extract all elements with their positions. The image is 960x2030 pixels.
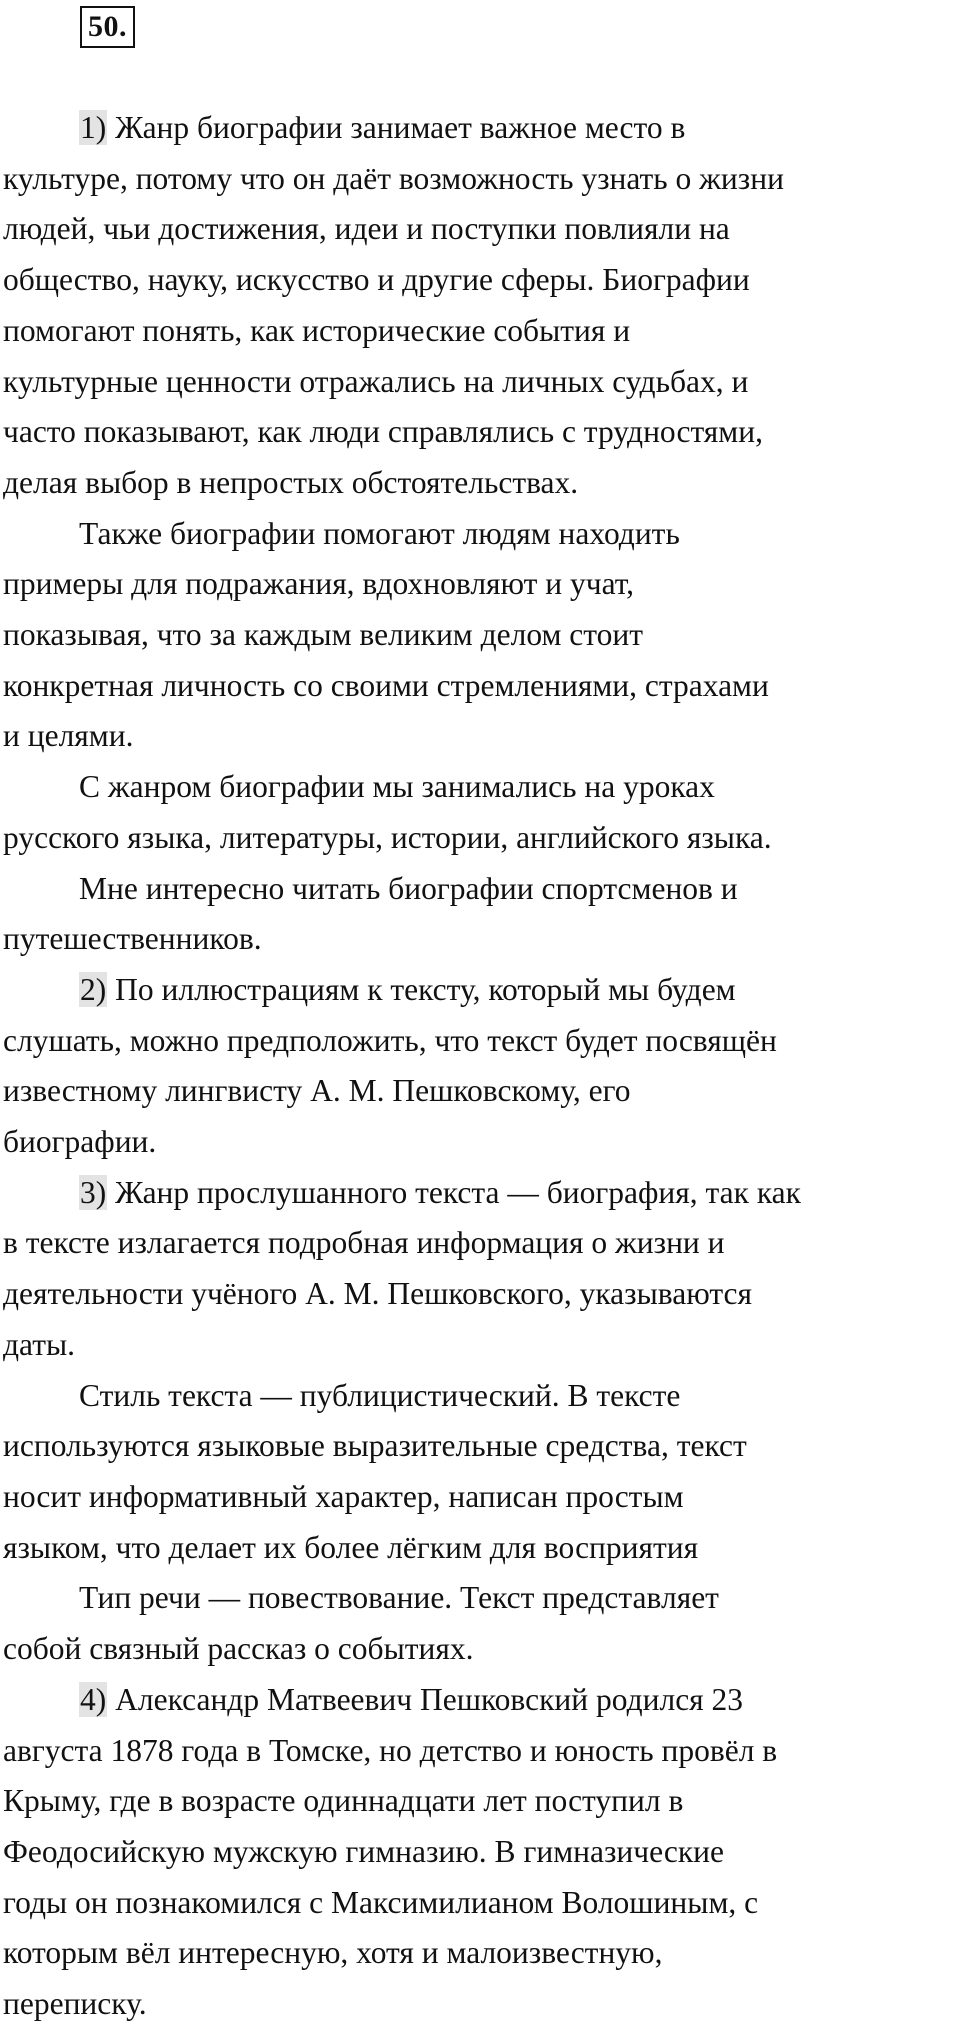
text-line-content: Также биографии помогают людям находить — [79, 515, 680, 551]
text-line-content: в тексте излагается подробная информация о жизни и — [3, 1225, 725, 1261]
answer-marker: 4) — [80, 1681, 107, 1717]
text-line-content: Жанр прослушанного текста — биография, так как — [115, 1174, 801, 1210]
paragraph — [3, 1675, 958, 2030]
text-line-content: Жанр биографии занимает важное место в — [115, 110, 686, 145]
text-line — [3, 1218, 958, 1269]
text-line — [3, 1016, 958, 1067]
text-body — [3, 103, 958, 2030]
text-line — [3, 1776, 958, 1827]
text-line — [3, 1168, 958, 1219]
text-line-content: которым вёл интересную, хотя и малоизвестную, — [3, 1935, 663, 1971]
text-line — [3, 813, 958, 864]
text-line — [3, 1421, 958, 1472]
text-line — [3, 509, 958, 560]
text-line-content: По иллюстрациям к тексту, который мы будем — [115, 971, 736, 1007]
text-line — [3, 864, 958, 915]
text-line-content: августа 1878 года в Томске, но детство и юность провёл в — [3, 1732, 778, 1768]
text-line-content: примеры для подражания, вдохновляют и учат, — [3, 566, 635, 602]
text-line — [3, 204, 958, 255]
paragraph — [3, 1573, 958, 1674]
text-line — [3, 1371, 958, 1422]
text-line-content: показывая, что за каждым великим делом стоит — [3, 617, 643, 653]
text-line — [3, 711, 958, 762]
text-line-content: слушать, можно предположить, что текст будет посвящён — [3, 1022, 777, 1058]
text-line — [3, 762, 958, 813]
text-line-content: русского языка, литературы, истории, английского языка. — [3, 819, 772, 855]
text-line-content: Мне интересно читать биографии спортсменов и — [79, 870, 738, 906]
answer-marker: 2) — [80, 971, 107, 1007]
paragraph — [3, 509, 958, 763]
text-line-content: и целями. — [3, 718, 134, 754]
text-line — [3, 103, 958, 154]
text-line — [3, 1624, 958, 1675]
paragraph — [3, 965, 958, 1168]
text-line — [3, 1269, 958, 1320]
text-line — [3, 1979, 958, 2030]
text-line-content: даты. — [3, 1326, 75, 1362]
text-line — [3, 965, 958, 1016]
text-line-content: языком, что делает их более лёгким для восприятия — [3, 1529, 699, 1565]
text-line — [3, 559, 958, 610]
text-line-content: деятельности учёного А. М. Пешковского, указываются — [3, 1276, 752, 1312]
text-line-content: культурные ценности отражались на личных судьбах, и — [3, 363, 749, 399]
text-line-content: помогают понять, как исторические события и — [3, 312, 631, 348]
text-line-content: носит информативный характер, написан простым — [3, 1478, 684, 1514]
text-line — [3, 1928, 958, 1979]
text-line — [3, 407, 958, 458]
text-line — [3, 255, 958, 306]
text-line-content: Стиль текста — публицистический. В тексте — [79, 1377, 681, 1413]
text-line — [3, 914, 958, 965]
text-line — [3, 1675, 958, 1726]
text-line-content: путешественников. — [3, 921, 262, 957]
text-line-content: общество, науку, искусство и другие сферы. Биографии — [3, 262, 750, 298]
paragraph — [3, 762, 958, 863]
text-line-content: собой связный рассказ о событиях. — [3, 1631, 474, 1667]
answer-marker: 1) — [80, 110, 107, 145]
text-line — [3, 1726, 958, 1777]
answer-marker: 3) — [80, 1174, 107, 1210]
text-line — [3, 154, 958, 205]
text-line-content: Александр Матвеевич Пешковский родился 23 — [115, 1681, 744, 1717]
text-line — [3, 1320, 958, 1371]
text-line — [3, 357, 958, 408]
text-line — [3, 306, 958, 357]
paragraph — [3, 103, 958, 509]
text-line — [3, 458, 958, 509]
text-line — [3, 661, 958, 712]
text-line — [3, 1573, 958, 1624]
text-line-content: культуре, потому что он даёт возможность узнать о жизни — [3, 160, 784, 196]
text-line-content: людей, чьи достижения, идеи и поступки повлияли на — [3, 211, 730, 247]
text-line — [3, 1472, 958, 1523]
text-line-content: Феодосийскую мужскую гимназию. В гимназические — [3, 1833, 725, 1869]
text-line — [3, 1066, 958, 1117]
text-line — [3, 1523, 958, 1574]
text-line — [3, 1878, 958, 1929]
paragraph — [3, 1371, 958, 1574]
text-line-content: часто показывают, как люди справлялись с трудностями, — [3, 414, 763, 450]
text-line — [3, 1827, 958, 1878]
text-line-content: С жанром биографии мы занимались на уроках — [79, 769, 715, 805]
text-line-content: известному лингвисту А. М. Пешковскому, его — [3, 1073, 631, 1109]
text-line-content: делая выбор в непростых обстоятельствах. — [3, 464, 579, 500]
text-line — [3, 1117, 958, 1168]
text-line — [3, 610, 958, 661]
task-number-box: 50. — [80, 6, 135, 48]
paragraph — [3, 1168, 958, 1371]
text-line-content: конкретная личность со своими стремлениями, страхами — [3, 667, 769, 703]
paragraph — [3, 864, 958, 965]
text-line-content: биографии. — [3, 1124, 157, 1160]
text-line-content: годы он познакомился с Максимилианом Волошиным, с — [3, 1884, 759, 1920]
text-line-content: используются языковые выразительные средства, текст — [3, 1428, 747, 1464]
text-line-content: Крыму, где в возрасте одиннадцати лет поступил в — [3, 1783, 684, 1819]
text-line-content: переписку. — [3, 1986, 147, 2022]
text-line-content: Тип речи — повествование. Текст представляет — [79, 1580, 719, 1616]
